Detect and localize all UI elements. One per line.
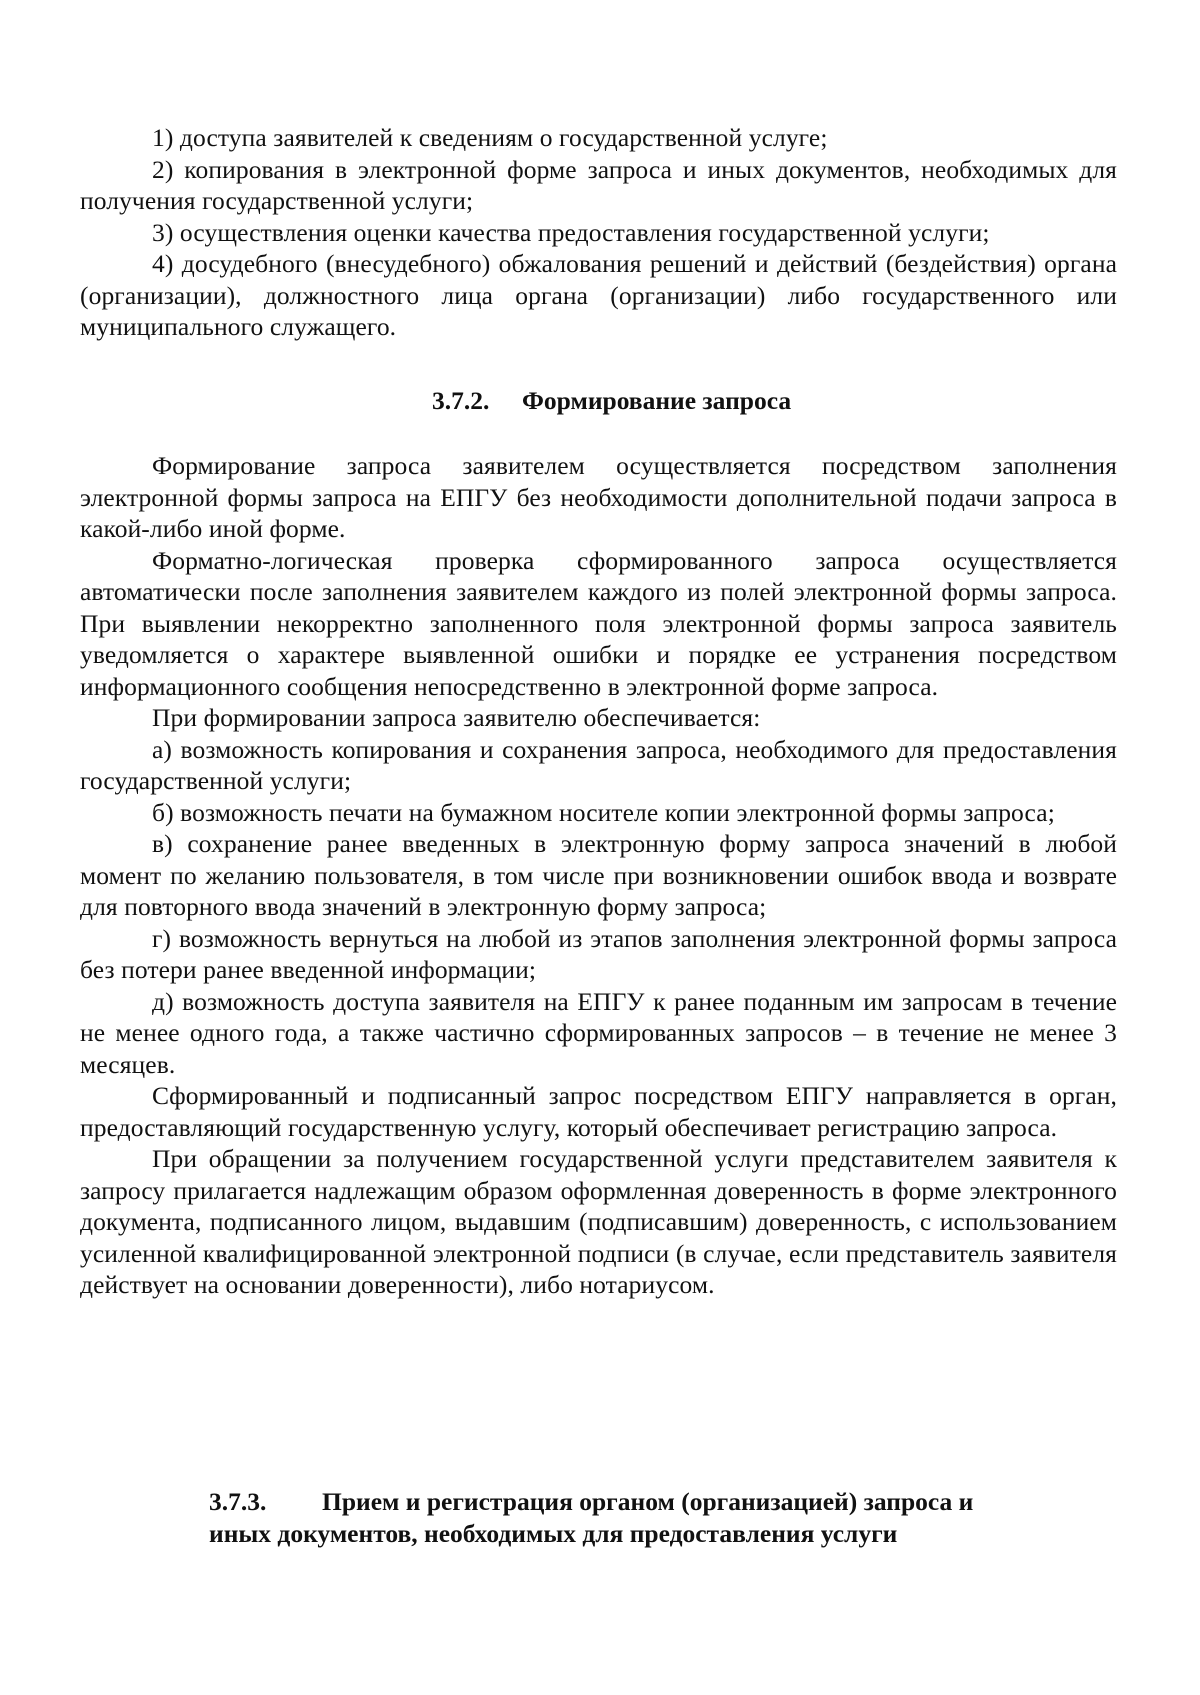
list-item: 2) копирования в электронной форме запроса и иных документов, необходимых для получения государственной услуги; [80,154,1117,215]
section-number: 3.7.2. [432,386,490,415]
list-item: д) возможность доступа заявителя на ЕПГУ к ранее поданным им запросам в течение не менее одного года, а также частично сформированных запросов – в течение не менее 3 месяцев. [80,986,1117,1079]
section-body-3-7-2 [80,450,1117,1301]
paragraph: При формировании запроса заявителю обеспечивается: [152,703,761,732]
section-title: Формирование запроса [522,386,792,415]
section-title-line-2: иных документов, необходимых для предоставления услуги [209,1519,898,1548]
paragraph: При обращении за получением государственной услуги представителем заявителя к запросу прилагается надлежащим образом оформленная доверенность в форме электронного документа, подписанного лицом, выдавшим (подписавшим) доверенность, с использованием усиленной квалифицированной электронной подписи (в случае, если представитель заявителя действует на основании доверенности), либо нотариусом. [80,1144,1117,1299]
section-heading-3-7-2 [432,385,791,417]
paragraph: Сформированный и подписанный запрос посредством ЕПГУ направляется в орган, предоставляющий государственную услугу, который обеспечивает регистрацию запроса. [80,1081,1117,1142]
section-number: 3.7.3. [209,1487,267,1516]
list-item: а) возможность копирования и сохранения запроса, необходимого для предоставления государственной услуги; [80,734,1117,795]
heading-line-1 [209,1486,1109,1518]
paragraph: Формирование запроса заявителем осуществляется посредством заполнения электронной формы запроса на ЕПГУ без необходимости дополнительной подачи запроса в какой-либо иной форме. [80,451,1117,543]
list-item: б) возможность печати на бумажном носителе копии электронной формы запроса; [152,797,1055,827]
list-item: в) сохранение ранее введенных в электронную форму запроса значений в любой момент по желанию пользователя, в том числе при возникновении ошибок ввода и возврате для повторного ввода значений в электронную форму запроса; [80,829,1117,921]
list-access-items [80,122,1117,343]
paragraph: Форматно-логическая проверка сформированного запроса осуществляется автоматически после заполнения заявителем каждого из полей электронной формы запроса. При выявлении некорректно заполненного поля электронной формы запроса заявитель уведомляется о характере выявленной ошибки и порядке ее устранения посредством информационного сообщения непосредственно в электронной форме запроса. [80,545,1117,701]
list-item: 3) осуществления оценки качества предоставления государственной услуги; [152,217,990,247]
list-item: 1) доступа заявителей к сведениям о государственной услуге; [152,123,828,152]
section-heading-3-7-3 [209,1486,1109,1550]
section-title-line-1: Прием и регистрация органом (организацией) запроса и [322,1487,974,1516]
list-item: г) возможность вернуться на любой из этапов заполнения электронной формы запроса без потери ранее введенной информации; [80,923,1117,984]
list-item: 4) досудебного (внесудебного) обжалования решений и действий (бездействия) органа (организации), должностного лица органа (организации) либо государственного или муниципального служащего. [80,249,1117,341]
